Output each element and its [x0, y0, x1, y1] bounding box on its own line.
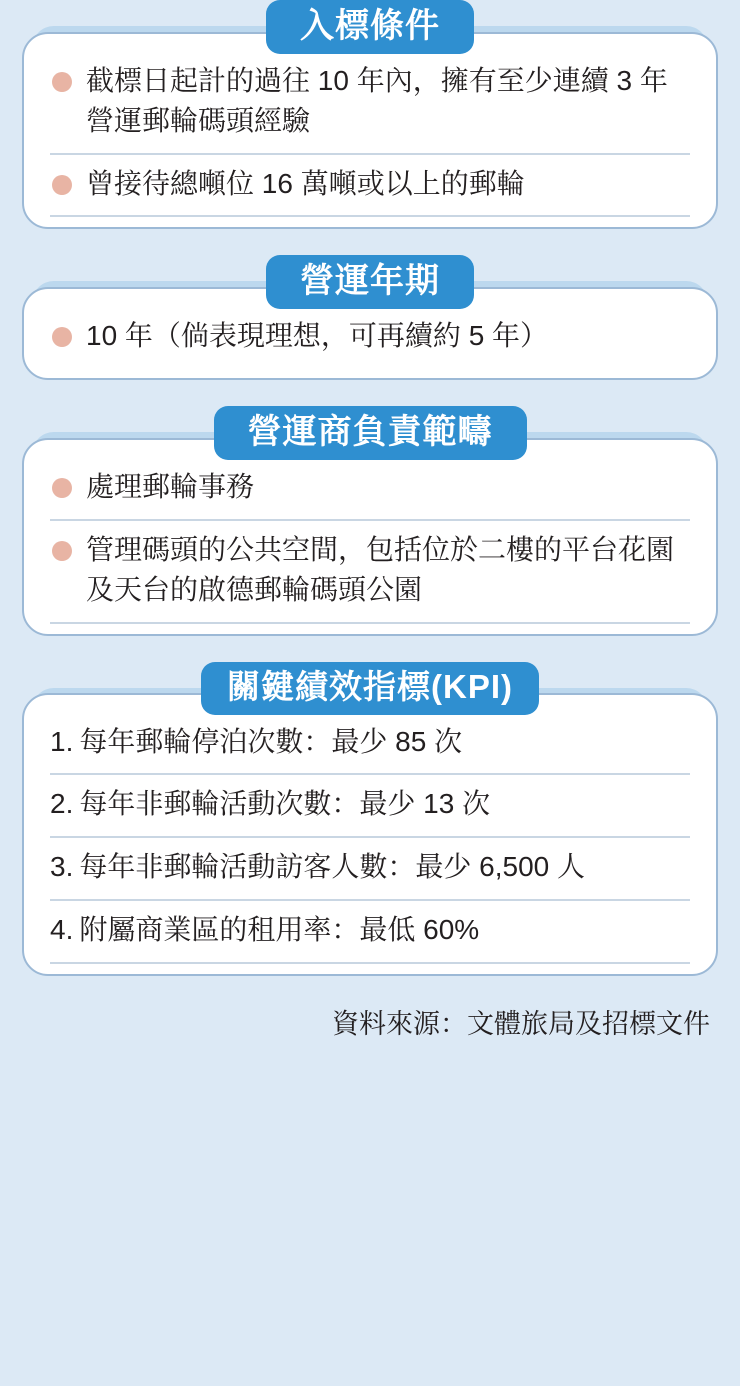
- bullet-dot-icon: [52, 541, 72, 561]
- bullet-dot-icon: [52, 72, 72, 92]
- list-item-text: 10 年（倘表現理想，可再續約 5 年）: [86, 320, 549, 352]
- section-header-wrap: [22, 406, 718, 460]
- list-item: [50, 521, 690, 624]
- bullet-dot-icon: [52, 327, 72, 347]
- list-item: [50, 52, 690, 155]
- section-card: [22, 32, 718, 229]
- list-item-text: 每年非郵輪活動次數：最少 13 次: [79, 788, 491, 820]
- section-title: 營運商負責範疇: [214, 406, 527, 460]
- list-item-number: 1.: [50, 725, 74, 757]
- list-item: [50, 307, 690, 368]
- section-operator-scope: [22, 406, 718, 635]
- list-item-number: 2.: [50, 788, 74, 820]
- list-item-text: 管理碼頭的公共空間，包括位於二樓的平台花園及天台的啟德郵輪碼頭公園: [86, 534, 675, 605]
- list-item: [50, 901, 690, 964]
- list-item: [50, 838, 690, 901]
- list-item-text: 每年非郵輪活動訪客人數：最少 6,500 人: [79, 851, 585, 883]
- list-item: [50, 458, 690, 521]
- list-item-number: 3.: [50, 851, 74, 883]
- list-item: [50, 713, 690, 776]
- section-title: 營運年期: [266, 255, 474, 309]
- section-header-wrap: [22, 662, 718, 715]
- list-item: [50, 155, 690, 218]
- section-kpi: [22, 662, 718, 976]
- list-item-text: 截標日起計的過往 10 年內，擁有至少連續 3 年營運郵輪碼頭經驗: [86, 65, 668, 136]
- section-title: 入標條件: [266, 0, 474, 54]
- list-item: [50, 775, 690, 838]
- section-card: [22, 693, 718, 976]
- section-entry-requirements: [22, 0, 718, 229]
- section-title: 關鍵績效指標(KPI): [201, 662, 539, 715]
- section-operating-period: [22, 255, 718, 380]
- source-note: 資料來源：文體旅局及招標文件: [332, 1008, 710, 1039]
- section-header-wrap: [22, 255, 718, 309]
- list-item-text: 曾接待總噸位 16 萬噸或以上的郵輪: [86, 167, 525, 199]
- bullet-dot-icon: [52, 175, 72, 195]
- list-item-text: 每年郵輪停泊次數：最少 85 次: [79, 725, 463, 757]
- list-item-text: 附屬商業區的租用率：最低 60%: [79, 913, 480, 945]
- section-header-wrap: [22, 0, 718, 54]
- bullet-dot-icon: [52, 478, 72, 498]
- list-item-text: 處理郵輪事務: [86, 471, 255, 503]
- section-card: [22, 438, 718, 635]
- list-item-number: 4.: [50, 913, 74, 945]
